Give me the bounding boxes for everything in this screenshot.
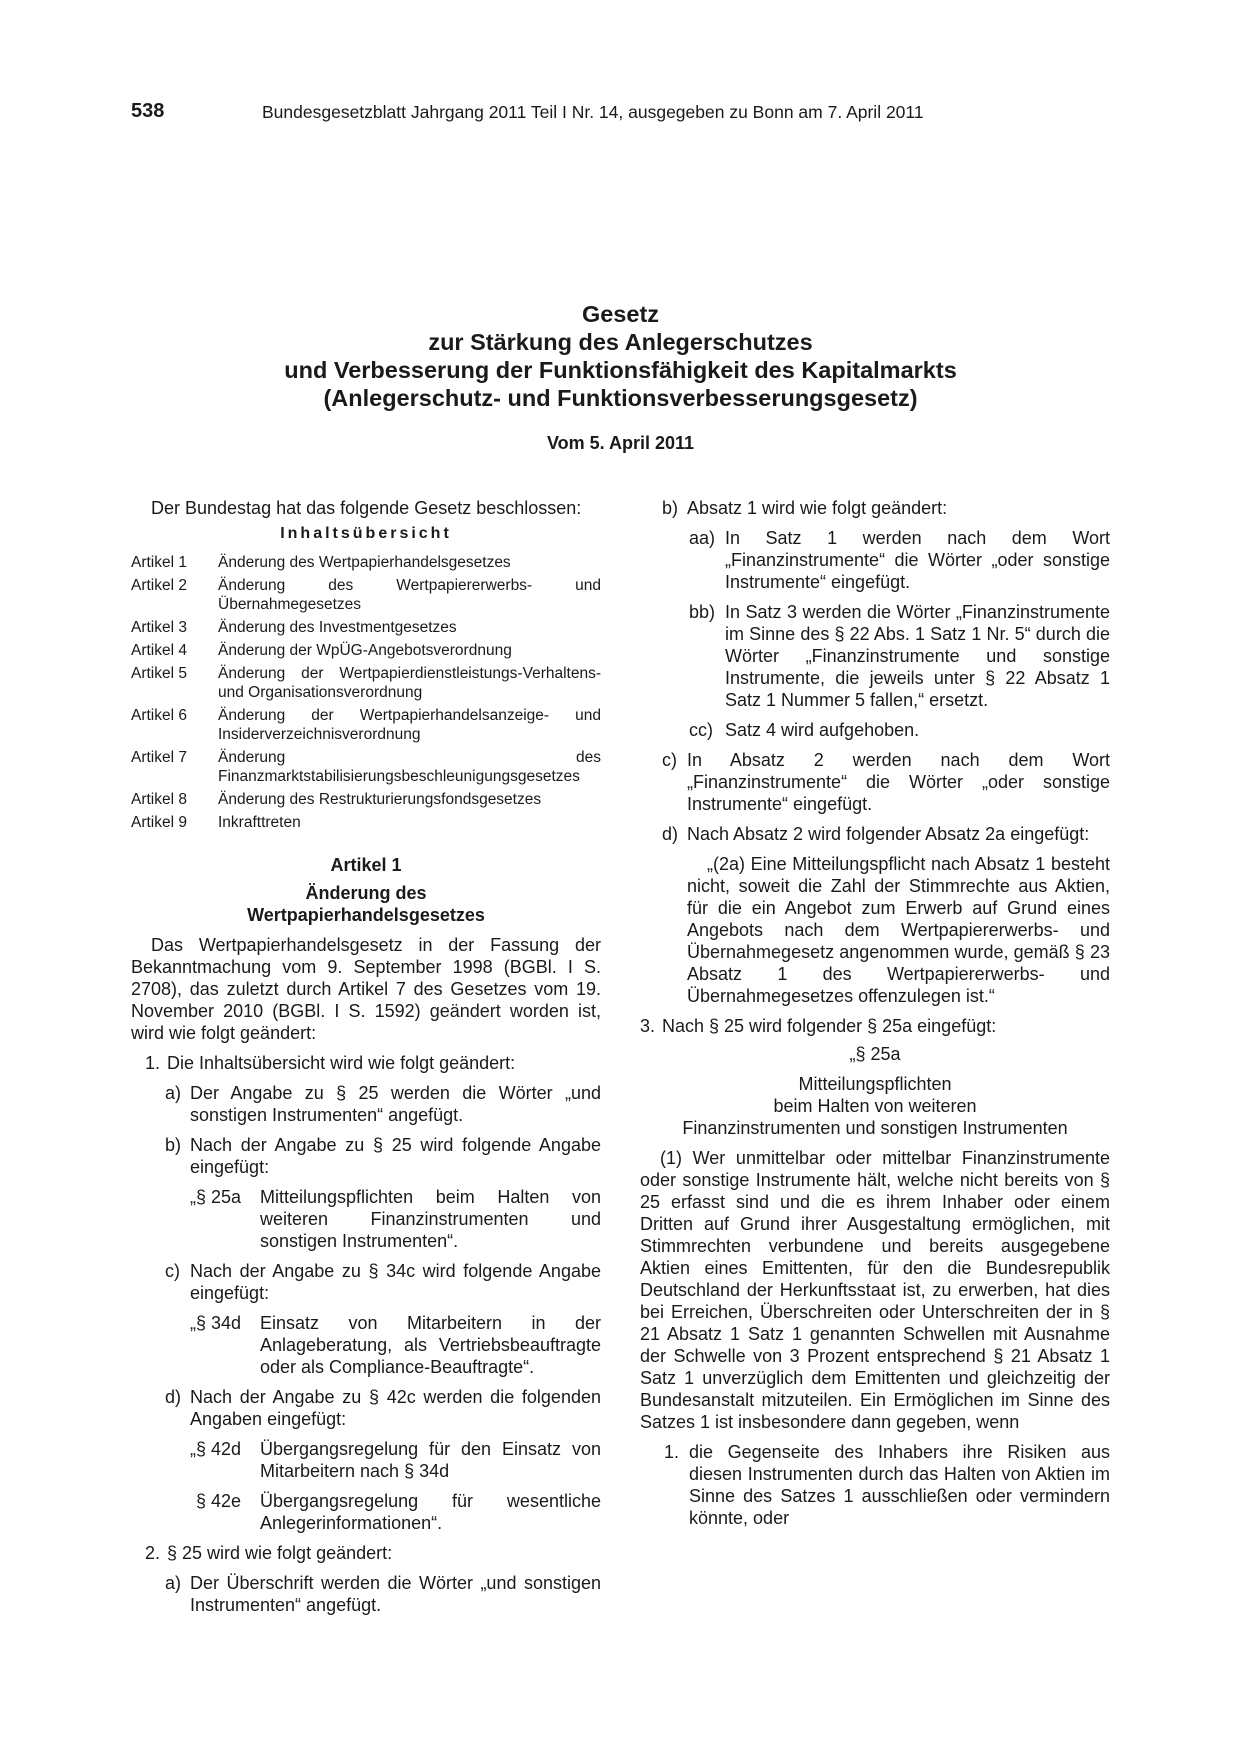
toc-article-title: Änderung des Wertpapiererwerbs- und Übernahmegesetzes <box>218 577 601 613</box>
toc-article-title: Inkrafttreten <box>218 814 301 831</box>
inserted-entry <box>131 1438 601 1482</box>
item-letter: d) <box>165 1387 182 1407</box>
toc-article-label: Artikel 8 <box>131 791 187 808</box>
item-text: Der Angabe zu § 25 werden die Wörter „und sonstigen Instrumenten“ angefügt. <box>190 1083 601 1125</box>
item-text: Satz 4 wird aufgehoben. <box>725 720 920 740</box>
toc-row <box>131 576 601 614</box>
list-item <box>131 1134 601 1178</box>
toc-article-label: Artikel 5 <box>131 665 187 682</box>
list-item <box>131 1260 601 1304</box>
item-text: Nach Absatz 2 wird folgender Absatz 2a eingefügt: <box>687 824 1090 844</box>
item-letter: c) <box>662 750 677 770</box>
right-column <box>640 497 1110 1529</box>
toc-article-label: Artikel 6 <box>131 707 187 724</box>
item-number: 3. <box>640 1016 656 1036</box>
list-item <box>640 1441 1110 1529</box>
article-1-intro: Das Wertpapierhandelsgesetz in der Fassung der Bekanntmachung vom 9. September 1998 (BGBl. I S. 2708), das zuletzt durch Artikel 7 des Gesetzes vom 19. November 2010 (BGBl. I S. 1592) geändert worden ist, wird wie folgt geändert: <box>131 935 601 1043</box>
toc-article-label: Artikel 4 <box>131 642 187 659</box>
item-text: In Satz 3 werden die Wörter „Finanzinstrumente im Sinne des § 22 Abs. 1 Satz 1 Nr. 5“ durch die Wörter „Finanzinstrumente und sonstige Instrumente, die jeweils unter § 22 Absatz 1 Satz 1 Nummer 5 fallen,“ ersetzt. <box>725 602 1110 710</box>
item-text: Nach der Angabe zu § 42c werden die folgenden Angaben eingefügt: <box>190 1387 601 1429</box>
toc-row <box>131 706 601 744</box>
title-line-3: und Verbesserung der Funktionsfähigkeit des Kapitalmarkts <box>284 357 957 383</box>
toc-article-title: Änderung des Restrukturierungsfondsgesetzes <box>218 791 542 808</box>
toc-row <box>131 641 601 660</box>
section-ref: § 42e <box>196 1491 242 1511</box>
list-item <box>640 497 1110 519</box>
item-number: 2. <box>145 1543 161 1563</box>
item-text: In Satz 1 werden nach dem Wort „Finanzinstrumente“ die Wörter „oder sonstige Instrumente“ eingefügt. <box>725 528 1110 592</box>
toc-heading: Inhaltsübersicht <box>280 525 452 542</box>
item-subletter: aa) <box>689 528 716 548</box>
list-item <box>131 1386 601 1430</box>
article-1-label: Artikel 1 <box>330 855 402 875</box>
toc-row <box>131 748 601 786</box>
toc-article-title: Änderung des Finanzmarktstabilisierungsbeschleunigungsgesetzes <box>218 749 601 785</box>
list-item <box>640 1015 1110 1037</box>
page-number: 538 <box>131 100 165 122</box>
list-item <box>131 1572 601 1616</box>
entry-text: Übergangsregelung für wesentliche Anlegerinformationen“. <box>260 1491 601 1533</box>
section-25a-title-line-1: Mitteilungspflichten <box>798 1074 952 1094</box>
list-item <box>640 749 1110 815</box>
item-text: Der Überschrift werden die Wörter „und sonstigen Instrumenten“ angefügt. <box>190 1573 601 1615</box>
toc-article-label: Artikel 7 <box>131 749 187 766</box>
item-text: die Gegenseite des Inhabers ihre Risiken aus diesen Instrumenten durch das Halten von Aktien im Sinne des Satzes 1 ausschließen oder vermindern könnte, oder <box>689 1442 1110 1528</box>
section-25a-title-line-2: beim Halten von weiteren <box>773 1096 977 1116</box>
list-item <box>131 1052 601 1074</box>
list-item <box>640 823 1110 845</box>
title-line-2: zur Stärkung des Anlegerschutzes <box>428 329 813 355</box>
toc-row <box>131 790 601 809</box>
item-text: In Absatz 2 werden nach dem Wort „Finanzinstrumente“ die Wörter „oder sonstige Instrumente“ eingefügt. <box>687 750 1110 814</box>
toc-article-label: Artikel 2 <box>131 577 187 594</box>
item-number: 1. <box>664 1442 680 1462</box>
item-letter: d) <box>662 824 679 844</box>
list-item <box>640 601 1110 711</box>
item-subletter: bb) <box>689 602 716 622</box>
entry-text: Übergangsregelung für den Einsatz von Mitarbeitern nach § 34d <box>260 1439 601 1481</box>
list-item <box>640 527 1110 593</box>
entry-text: Mitteilungspflichten beim Halten von weiteren Finanzinstrumenten und sonstigen Instrumenten“. <box>260 1187 601 1251</box>
toc-row <box>131 813 601 832</box>
law-date: Vom 5. April 2011 <box>546 433 695 453</box>
toc-article-title: Änderung der Wertpapierhandelsanzeige- und Insiderverzeichnisverordnung <box>218 707 601 743</box>
item-text: Absatz 1 wird wie folgt geändert: <box>687 498 948 518</box>
toc-article-title: Änderung der WpÜG-Angebotsverordnung <box>218 642 512 659</box>
toc-article-title: Änderung der Wertpapierdienstleistungs-Verhaltens- und Organisationsverordnung <box>218 665 601 701</box>
article-1-title-line-2: Wertpapierhandelsgesetzes <box>247 905 485 925</box>
toc-article-label: Artikel 1 <box>131 554 187 571</box>
list-item <box>131 1542 601 1564</box>
item-text: Nach der Angabe zu § 34c wird folgende Angabe eingefügt: <box>190 1261 601 1303</box>
section-ref: „§ 42d <box>190 1439 242 1459</box>
item-text: Nach der Angabe zu § 25 wird folgende Angabe eingefügt: <box>190 1135 601 1177</box>
section-25a-label: „§ 25a <box>849 1044 901 1064</box>
item-letter: c) <box>165 1261 180 1281</box>
item-letter: b) <box>165 1135 182 1155</box>
item-subletter: cc) <box>689 720 713 740</box>
inserted-entry <box>131 1186 601 1252</box>
item-text: Die Inhaltsübersicht wird wie folgt geändert: <box>167 1053 516 1073</box>
inserted-paragraph-2a: „(2a) Eine Mitteilungspflicht nach Absatz 1 besteht nicht, soweit die Zahl der Stimmrechte aus Aktien, für die ein Angebot zum Erwerb auf Grund eines Angebots nach dem Wertpapiererwerbs- und Übernahmegesetz angenommen wurde, gemäß § 23 Absatz 1 des Wertpapiererwerbs- und Übernahmegesetzes offenzulegen ist.“ <box>687 854 1110 1006</box>
title-line-4: (Anlegerschutz- und Funktionsverbesserungsgesetz) <box>323 385 918 411</box>
item-letter: b) <box>662 498 679 518</box>
toc-article-label: Artikel 3 <box>131 619 187 636</box>
inserted-entry <box>131 1312 601 1378</box>
section-ref: „§ 34d <box>190 1313 242 1333</box>
section-25a-title-line-3: Finanzinstrumenten und sonstigen Instrumenten <box>682 1118 1068 1138</box>
toc-row <box>131 618 601 637</box>
law-title <box>0 300 1241 412</box>
item-number: 1. <box>145 1053 161 1073</box>
section-ref: „§ 25a <box>190 1187 242 1207</box>
toc-article-title: Änderung des Investmentgesetzes <box>218 619 457 636</box>
left-column <box>131 497 601 1616</box>
list-item <box>640 719 1110 741</box>
preamble: Der Bundestag hat das folgende Gesetz beschlossen: <box>151 498 582 518</box>
section-25a-paragraph-1: (1) Wer unmittelbar oder mittelbar Finanzinstrumente oder sonstige Instrumente hält, welche nicht bereits von § 25 erfasst sind und die es ihrem Inhaber oder einem Dritten auf Grund ihrer Ausgestaltung ermöglichen, mit Stimmrechten verbundene und bereits ausgegebene Aktien eines Emittenten, für den die Bundesrepublik Deutschland der Herkunftsstaat ist, zu erwerben, hat dies bei Erreichen, Überschreiten oder Unterschreiten der in § 21 Absatz 1 Satz 1 genannten Schwellen mit Ausnahme der Schwelle von 3 Prozent entsprechend § 21 Absatz 1 Satz 1 unverzüglich dem Emittenten und gleichzeitig der Bundesanstalt mitzuteilen. Ein Ermöglichen im Sinne des Satzes 1 ist insbesondere dann gegeben, wenn <box>640 1148 1110 1432</box>
item-text: Nach § 25 wird folgender § 25a eingefügt: <box>662 1016 997 1036</box>
running-header: Bundesgesetzblatt Jahrgang 2011 Teil I Nr. 14, ausgegeben zu Bonn am 7. April 2011 <box>262 102 924 122</box>
toc-article-title: Änderung des Wertpapierhandelsgesetzes <box>218 554 511 571</box>
toc-article-label: Artikel 9 <box>131 814 187 831</box>
article-1-title-line-1: Änderung des <box>305 883 427 903</box>
list-item <box>131 1082 601 1126</box>
inserted-entry <box>131 1490 601 1534</box>
title-line-1: Gesetz <box>581 301 660 327</box>
item-text: § 25 wird wie folgt geändert: <box>167 1543 393 1563</box>
toc-row <box>131 664 601 702</box>
entry-text: Einsatz von Mitarbeitern in der Anlageberatung, als Vertriebsbeauftragte oder als Compliance-Beauftragte“. <box>260 1313 601 1377</box>
item-letter: a) <box>165 1083 182 1103</box>
item-letter: a) <box>165 1573 182 1593</box>
toc-row <box>131 553 601 572</box>
